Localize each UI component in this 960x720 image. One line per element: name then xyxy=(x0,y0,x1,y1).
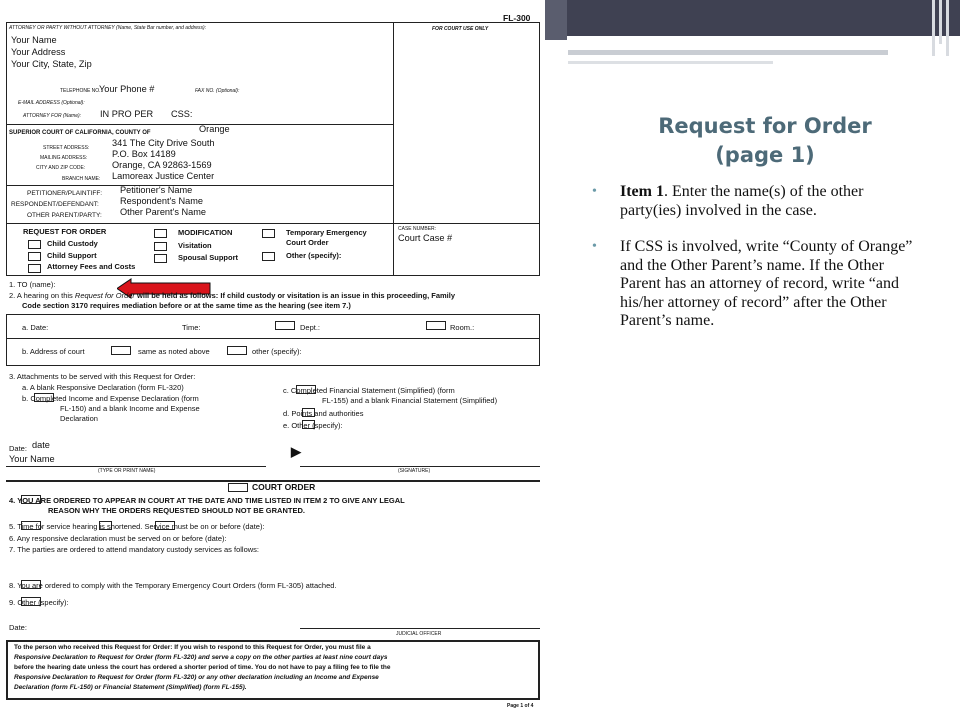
decorative-line xyxy=(946,0,949,56)
case-number: Court Case # xyxy=(398,233,453,243)
header-accent xyxy=(545,0,567,40)
slide-title: Request for Order (page 1) xyxy=(658,114,872,167)
party-name: Your Name xyxy=(11,35,57,45)
decorative-line xyxy=(568,61,773,64)
header-bar xyxy=(545,0,960,36)
bullet-list xyxy=(592,183,927,349)
bullet-item: • Item 1. Enter the name(s) of the other party(ies) involved in the case. xyxy=(592,183,927,220)
item-1-to-name: 1. TO (name): xyxy=(9,280,56,289)
fl300-form-image: FL-300 ATTORNEY OR PARTY WITHOUT ATTORNEY (Name, State Bar number, and address): FOR COURT USE ONLY Your Name Your Address Your City, State, Zip TELEPHONE NO.: Your Phone # FAX NO. (Optional): E-MAIL ADDRESS (Optional): ATTORNEY FOR (Name): IN PRO PER CSS: SUPERIOR COURT OF CALIFORNIA, COUNTY OF Orange STREET ADDRESS: 341 The City Drive South MAILING ADDRESS: P.O. Box 14189 CITY AND ZIP CODE: Orange, CA 92863-1569 BRANCH NAME: Lamoreax Justice Center PETITIONER/PLAINTIFF: Petitioner's Name RESPONDENT/DEFENDANT: Respondent's Name OTHER PARENT/PARTY: Other Parent's Name REQUEST FOR ORDER Child Custody Child Support Attorney Fees and Costs MODIFICATION Visitation Spousal Support Temporary Emergency Court Order Other (specify): CASE NUMBER: Court Case # 1. TO (name): 2. A hearing on this Request for Order will be held as follows: If child custody or visitation is an issue in this proceeding, Family Code section 3170 requires mediation before or at the same time as the hearing (see item 7.) a. Date: Time: Dept.: Room.: b. Address of court same as noted above other (specify): 3. Attachments to be served with this Request for Order: a. A blank Responsive Declaration (form FL-320) b. Completed Income and Expense Declaration (form FL-150) and a blank Income and Expense Declaration c. Completed Financial Statement (Simplified) (form FL-155) and a blank Financial Statement (Simplified) d. Points and authorities e. Other (specify): Date: date Your Name ▶ (TYPE OR PRINT NAME) (SIGNATURE) COURT ORDER 4. YOU ARE ORDERED TO APPEAR IN COURT AT THE DATE AND TIME LISTED IN ITEM 2 TO GIVE ANY LEGAL REASON WHY THE ORDERS REQUESTED SHOULD NOT BE GRANTED. 5. Time for service hearing is shortened. Service must be on or before (date): 6. Any responsive declaration must be served on or before (date): 7. The parties are ordered to attend mandatory custody services as follows: 8. You are ordered to comply with the Temporary Emergency Court Orders (form FL-305) attached. 9. Other (specify): Date: JUDICIAL OFFICER To the person who received this Request for Order: If you wish to respond to this Request for Order, you must file a Responsive Declaration to Request for Order (form FL-320) and serve a copy on the other parties at least nine court days before the hearing date unless the court has ordered a shorter period of time. You do not have to pay a filing fee to file the Responsive Declaration to Request for Order (form FL-320) or any other declaration including an Income and Expense Declaration (form FL-150) or Financial Statement (Simplified) (form FL-155). Page 1 of 4 xyxy=(0,8,545,710)
court-order-heading: COURT ORDER xyxy=(252,482,316,492)
signature-arrow: ▶ xyxy=(291,444,301,459)
decorative-line xyxy=(939,0,942,44)
decorative-line xyxy=(932,0,935,56)
decorative-line xyxy=(568,50,888,55)
bullet-item: • If CSS is involved, write “County of Orange” and the Other Parent’s name. If the Other Parent has an attorney of record, write “and his/her attorney of record” after the Other Parent’s name. xyxy=(592,238,927,331)
form-number: FL-300 xyxy=(503,13,531,23)
